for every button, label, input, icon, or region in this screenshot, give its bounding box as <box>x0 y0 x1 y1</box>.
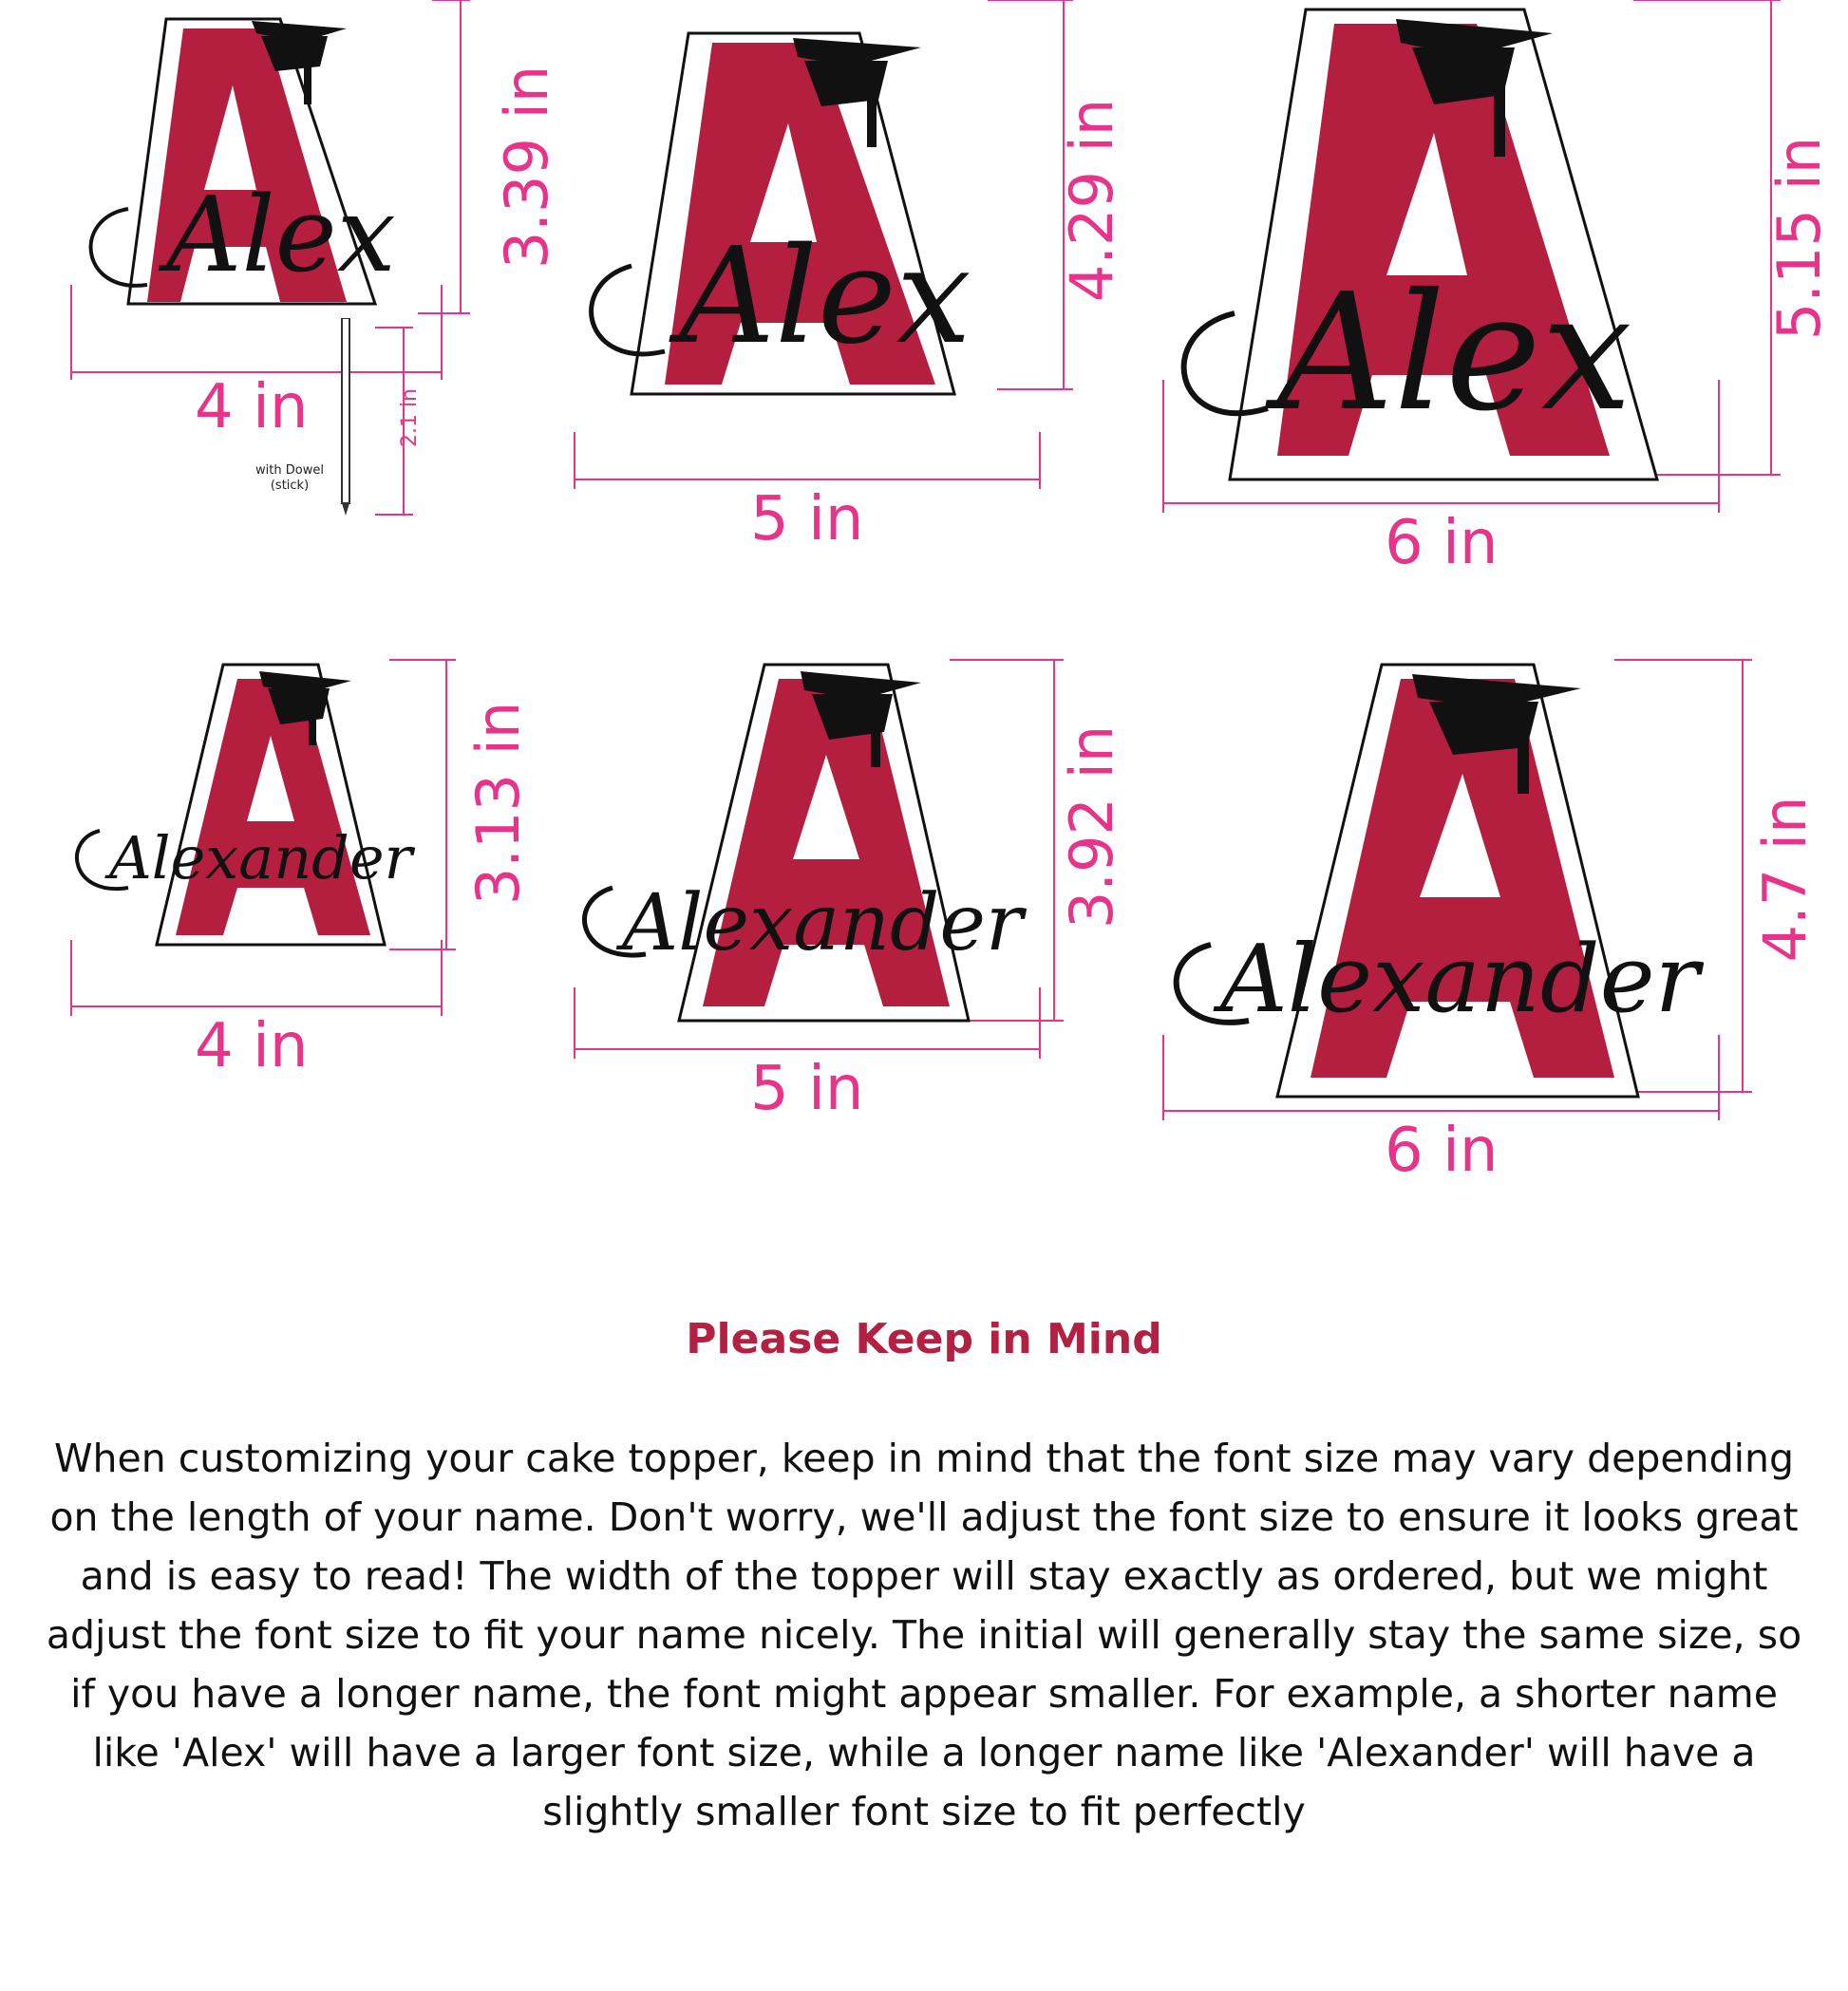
notice-line: When customizing your cake topper, keep in mind that the font size may vary depending <box>53 1436 1795 1481</box>
topper-name: Alex <box>1277 259 1632 447</box>
notice-line: like 'Alex' will have a larger font size, while a longer name like 'Alexander' will have a <box>92 1730 1756 1775</box>
width-label: 6 in <box>1385 1116 1499 1186</box>
topper-alexander-4in <box>71 660 451 954</box>
topper-graphic <box>71 0 470 323</box>
height-label: 4.29 in <box>1057 98 1126 303</box>
topper-graphic <box>71 660 451 954</box>
width-label: 6 in <box>1385 508 1499 578</box>
topper-graphic <box>1163 0 1724 484</box>
width-label: 4 in <box>195 372 309 442</box>
topper-name: Alexander <box>622 878 1024 968</box>
height-label: 3.13 in <box>463 701 533 906</box>
topper-name: Alex <box>679 219 971 374</box>
topper-alex-4in <box>71 0 470 323</box>
dowel-note-line1: with Dowel <box>255 463 324 478</box>
dowel-note <box>242 463 337 494</box>
notice-line: on the length of your name. Don't worry, we'll adjust the font size to ensure it looks great <box>49 1494 1799 1540</box>
dowel-length-label: 2.1 in <box>398 387 422 448</box>
topper-graphic <box>575 660 1040 1030</box>
height-label: 3.39 in <box>492 65 561 270</box>
dowel-stick <box>337 318 356 517</box>
topper-graphic <box>1163 660 1724 1106</box>
topper-graphic <box>575 19 1040 399</box>
topper-alex-5in <box>575 19 1040 399</box>
notice-line: slightly smaller font size to fit perfectly <box>542 1789 1306 1834</box>
dowel-note-line2: (stick) <box>270 479 310 493</box>
topper-name: Alexander <box>1220 926 1700 1034</box>
topper-name: Alexander <box>109 823 413 892</box>
height-label: 3.92 in <box>1057 724 1126 930</box>
notice-paragraph <box>0 1429 1848 1841</box>
width-label: 5 in <box>750 484 864 554</box>
topper-name: Alex <box>166 174 396 295</box>
topper-alexander-5in <box>575 660 1040 1030</box>
width-label: 4 in <box>195 1011 309 1081</box>
notice-line: adjust the font size to fit your name nicely. The initial will generally stay the same size, so <box>46 1612 1802 1658</box>
height-label: 5.15 in <box>1764 136 1834 341</box>
notice-heading: Please Keep in Mind <box>686 1315 1162 1363</box>
topper-alex-6in <box>1163 0 1724 484</box>
width-label: 5 in <box>750 1054 864 1124</box>
notice-line: if you have a longer name, the font might appear smaller. For example, a shorter name <box>70 1671 1778 1717</box>
topper-alexander-6in <box>1163 660 1724 1106</box>
notice-line: and is easy to read! The width of the topper will stay exactly as ordered, but we might <box>80 1553 1768 1599</box>
height-label: 4.7 in <box>1750 796 1820 963</box>
